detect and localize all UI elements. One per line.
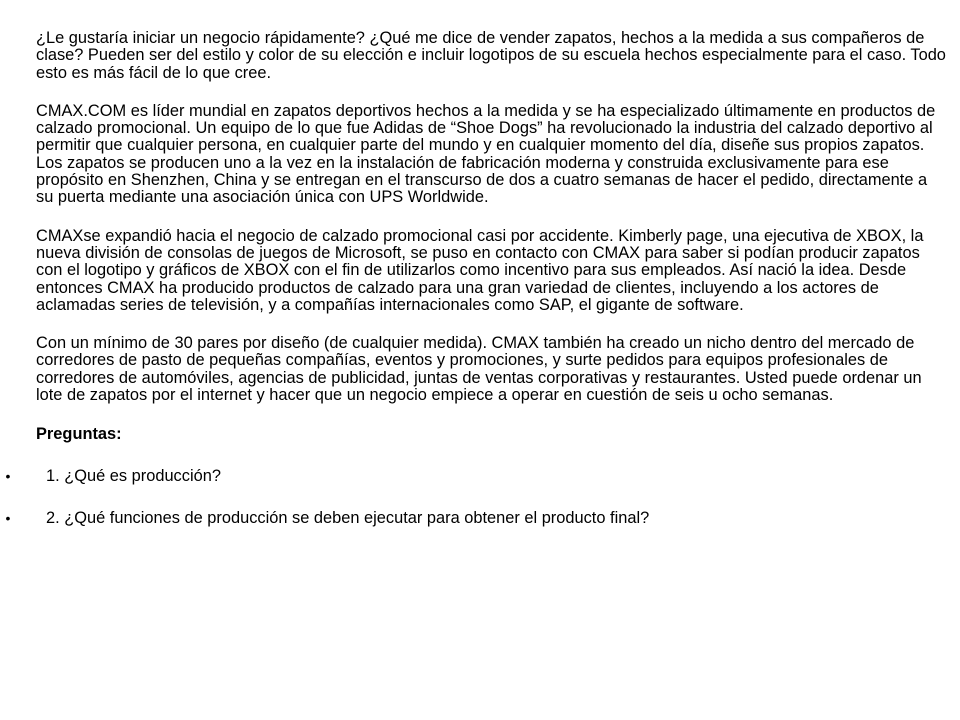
bullet-icon: • xyxy=(5,510,11,527)
paragraph-history: CMAXse expandió hacia el negocio de calzado promocional casi por accidente. Kimberly page, una ejecutiva de XBOX, la nueva división de consolas de juegos de Microsoft, se puso en contacto con CMAX para saber si podían producir zapatos con el logotipo y gráficos de XBOX con el fin de utilizarlos como incentivo para sus empleados. Así nació la idea. Desde entonces CMAX ha producido productos de calzado para una gran variedad de clientes, incluyendo a los actores de aclamadas series de televisión, y a compañías internacionales como SAP, el gigante de software. xyxy=(36,226,924,314)
document-page xyxy=(5,29,948,551)
paragraph-minimum-order: Con un mínimo de 30 pares por diseño (de cualquier medida). CMAX también ha creado un nicho dentro del mercado de corredores de pasto de pequeñas compañías, eventos y promociones, y surte pedidos para equipos profesionales de corredores de automóviles, agencias de publicidad, juntas de ventas corporativas y restaurantes. Usted puede ordenar un lote de zapatos por el internet y hacer que un negocio empiece a operar en cuestión de seis u ocho semanas. xyxy=(36,334,922,405)
question-text: 1. ¿Qué es producción? xyxy=(46,467,221,486)
paragraph-company: CMAX.COM es líder mundial en zapatos deportivos hechos a la medida y se ha especializado últimamente en productos de calzado promocional. Un equipo de lo que fue Adidas de “Shoe Dogs” ha revolucionado la industria del calzado deportivo al permitir que cualquier persona, en cualquier parte del mundo y en cualquier momento del día, diseñe sus propios zapatos. Los zapatos se producen uno a la vez en la instalación de fabricación moderna y construida exclusivamente para ese propósito en Shenzhen, China y se entregan en el transcurso de dos a cuatro semanas de hacer el pedido, directamente a su puerta mediante una asociación única con UPS Worldwide. xyxy=(36,101,936,207)
questions-list xyxy=(5,467,948,528)
list-item xyxy=(5,467,948,486)
paragraph-intro: ¿Le gustaría iniciar un negocio rápidamente? ¿Qué me dice de vender zapatos, hechos a la medida a sus compañeros de clase? Pueden ser del estilo y color de su elección e incluir logotipos de su escuela hechos especialmente para el caso. Todo esto es más fácil de lo que cree. xyxy=(36,29,946,82)
questions-heading: Preguntas: xyxy=(36,425,122,444)
question-text: 2. ¿Qué funciones de producción se deben ejecutar para obtener el producto final? xyxy=(46,509,650,528)
bullet-icon: • xyxy=(5,468,11,485)
list-item xyxy=(5,509,948,528)
